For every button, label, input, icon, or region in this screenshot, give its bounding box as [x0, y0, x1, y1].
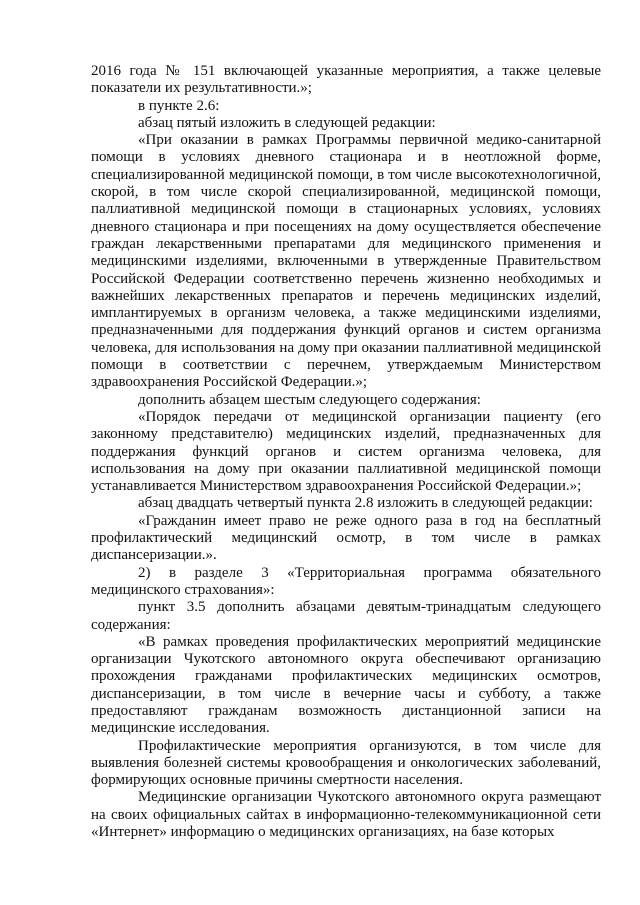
paragraph-11: «В рамках проведения профилактических мероприятий медицинские организации Чукотского автономного округа обеспечивают организацию прохождения гражданами профилактических медицинских осмотров, диспансеризации, в том числе в вечерние часы и субботу, а также предоставляют гражданам возможность дистанционной записи на медицинские исследования.	[91, 633, 601, 737]
paragraph-13: Медицинские организации Чукотского автономного округа размещают на своих официальных сайтах в информационно-телекоммуникационной сети «Интернет» информацию о медицинских организациях, на базе которых	[91, 789, 601, 841]
paragraph-1: 2016 года № 151 включающей указанные мероприятия, а также целевые показатели их результативности.»;	[91, 63, 601, 97]
paragraph-2: в пункте 2.6:	[138, 97, 220, 114]
paragraph-5: дополнить абзацем шестым следующего содержания:	[138, 391, 481, 408]
document-page	[91, 63, 601, 841]
paragraph-3: абзац пятый изложить в следующей редакции:	[138, 114, 436, 131]
paragraph-12: Профилактические мероприятия организуются, в том числе для выявления болезней системы кровообращения и онкологических заболеваний, формирующих основные причины смертности населения.	[91, 737, 601, 789]
paragraph-4: «При оказании в рамках Программы первичной медико-санитарной помощи в условиях дневного стационара и в неотложной форме, специализированной медицинской помощи, в том числе высокотехнологичной, скорой, в том числе скорой специализированной, медицинской помощи, паллиативной медицинской помощи в стационарных условиях, условиях дневного стационара и при посещениях на дому осуществляется обеспечение граждан лекарственными препаратами для медицинского применения и медицинскими изделиями, включенными в утвержденные Правительством Российской Федерации соответственно перечень жизненно необходимых и важнейших лекарственных препаратов и перечень медицинских изделий, имплантируемых в организм человека, а также медицинскими изделиями, предназначенными для поддержания функций органов и систем организма человека, для использования на дому при оказании паллиативной медицинской помощи в соответствии с перечнем, утверждаемым Министерством здравоохранения Российской Федерации.»;	[91, 132, 601, 391]
paragraph-10: пункт 3.5 дополнить абзацами девятым-тринадцатым следующего содержания:	[91, 599, 601, 633]
paragraph-9: 2) в разделе 3 «Территориальная программа обязательного медицинского страхования»:	[91, 564, 601, 598]
paragraph-8: «Гражданин имеет право не реже одного раза в год на бесплатный профилактический медицинский осмотр, в том числе в рамках диспансеризации.».	[91, 512, 601, 564]
paragraph-6: «Порядок передачи от медицинской организации пациенту (его законному представителю) медицинских изделий, предназначенных для поддержания функций органов и систем организма человека, для использования на дому при оказании паллиативной медицинской помощи устанавливается Министерством здравоохранения Российской Федерации.»;	[91, 408, 601, 495]
paragraph-7: абзац двадцать четвертый пункта 2.8 изложить в следующей редакции:	[138, 495, 593, 512]
